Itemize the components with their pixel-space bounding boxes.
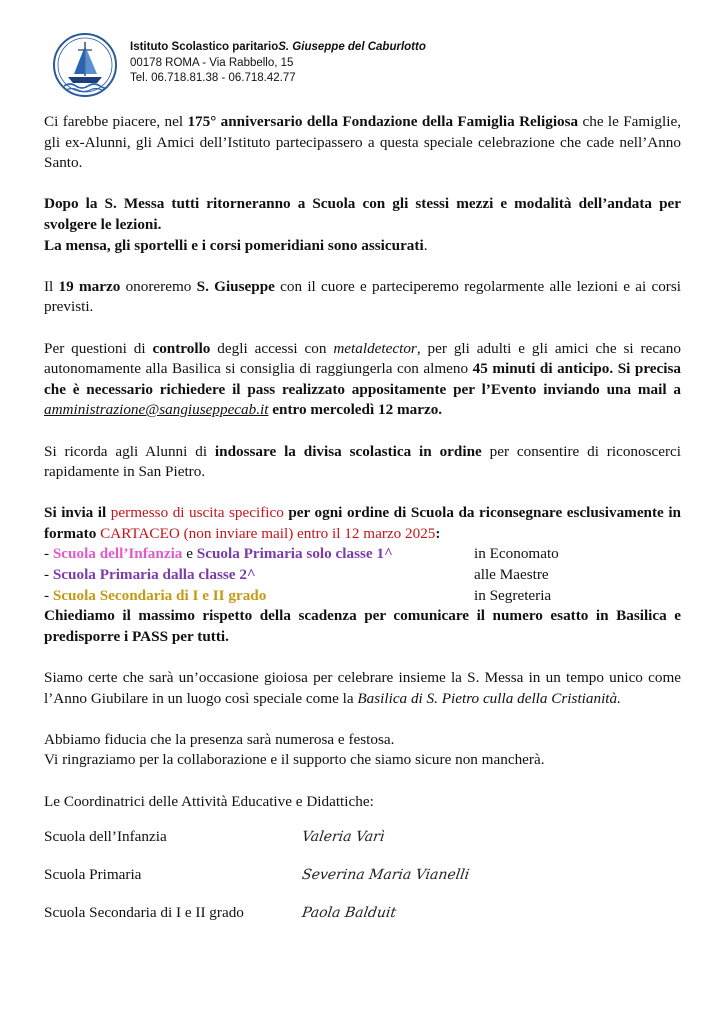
- permission-destination: alle Maestre: [474, 566, 549, 584]
- signature-label: Scuola Primaria: [44, 865, 142, 883]
- signature-name: Paola Balduit: [300, 904, 398, 921]
- signature-name: Valeria Varì: [300, 828, 386, 845]
- permission-row: - Scuola dell’Infanzia e Scuola Primaria solo classe 1^ in Economato: [44, 544, 681, 565]
- email-link[interactable]: amministrazione@sangiuseppecab.it: [44, 401, 269, 419]
- signatures-intro: Le Coordinatrici delle Attività Educative e Didattiche:: [44, 792, 374, 810]
- letter-body: [44, 112, 681, 932]
- signature-row: [44, 856, 681, 894]
- paragraph-san-giuseppe: Il 19 marzo onoreremo S. Giuseppe con il cuore e parteciperemo regolarmente alle lezioni e ai corsi previsti.: [44, 277, 681, 316]
- signature-row: [44, 894, 681, 932]
- permission-row: - Scuola Primaria dalla classe 2^ alle Maestre: [44, 565, 681, 586]
- paragraph-return-school: Dopo la S. Messa tutti ritorneranno a Scuola con gli stessi mezzi e modalità dell’andata per svolgere le lezioni.: [44, 195, 681, 233]
- signature-name: Severina Maria Vianelli: [300, 866, 471, 883]
- paragraph-permission: Si invia il permesso di uscita specifico per ogni ordine di Scuola da riconsegnare esclusivamente in formato CARTACEO (non inviare mail) entro il 12 marzo 2025:: [44, 504, 682, 542]
- paragraph-trust: Abbiamo fiducia che la presenza sarà numerosa e festosa.: [44, 730, 395, 748]
- permission-row: - Scuola Secondaria di I e II grado in Segreteria: [44, 586, 681, 607]
- paragraph-deadline: Chiediamo il massimo rispetto della scadenza per comunicare il numero esatto in Basilica e predisporre i PASS per tutti.: [44, 607, 681, 645]
- paragraph-services: La mensa, gli sportelli e i corsi pomeridiani sono assicurati.: [44, 236, 428, 254]
- signature-label: Scuola dell’Infanzia: [44, 827, 167, 845]
- signature-row: [44, 818, 681, 856]
- paragraph-anniversary: Ci farebbe piacere, nel 175° anniversario della Fondazione della Famiglia Religiosa che le Famiglie, gli ex-Alunni, gli Amici dell’Istituto partecipassero a questa speciale celebrazione che cade nell’Anno Santo.: [44, 113, 682, 172]
- permission-destination: in Economato: [474, 545, 559, 563]
- school-address: 00178 ROMA - Via Rabbello, 15: [130, 56, 294, 69]
- school-logo-icon: [52, 32, 118, 98]
- school-name: Istituto Scolastico paritarioS. Giuseppe del Caburlotto: [130, 41, 426, 53]
- permission-destination: in Segreteria: [474, 586, 552, 604]
- paragraph-access-control: Per questioni di controllo degli accessi con metaldetector, per gli adulti e gli amici che si recano autonomamente alla Basilica si consiglia di raggiungerla con almeno 45 minuti di anticipo. Si precisa che è necessario richiedere il pass realizzato appositamente per l’Evento inviando una mail a amministrazione@sangiuseppecab.it entro mercoledì 12 marzo.: [44, 339, 681, 419]
- paragraph-thanks: Vi ringraziamo per la collaborazione e il supporto che siamo sicure non mancherà.: [44, 751, 545, 769]
- paragraph-celebration: Siamo certe che sarà un’occasione gioiosa per celebrare insieme la S. Messa in un tempo unico come l’Anno Giubilare in un luogo così speciale come la Basilica di S. Pietro culla della Cristianità.: [44, 669, 681, 707]
- signature-label: Scuola Secondaria di I e II grado: [44, 903, 244, 921]
- school-phone: Tel. 06.718.81.38 - 06.718.42.77: [130, 72, 296, 84]
- paragraph-uniform: Si ricorda agli Alunni di indossare la divisa scolastica in ordine per consentire di riconoscerci rapidamente in San Pietro.: [44, 442, 682, 481]
